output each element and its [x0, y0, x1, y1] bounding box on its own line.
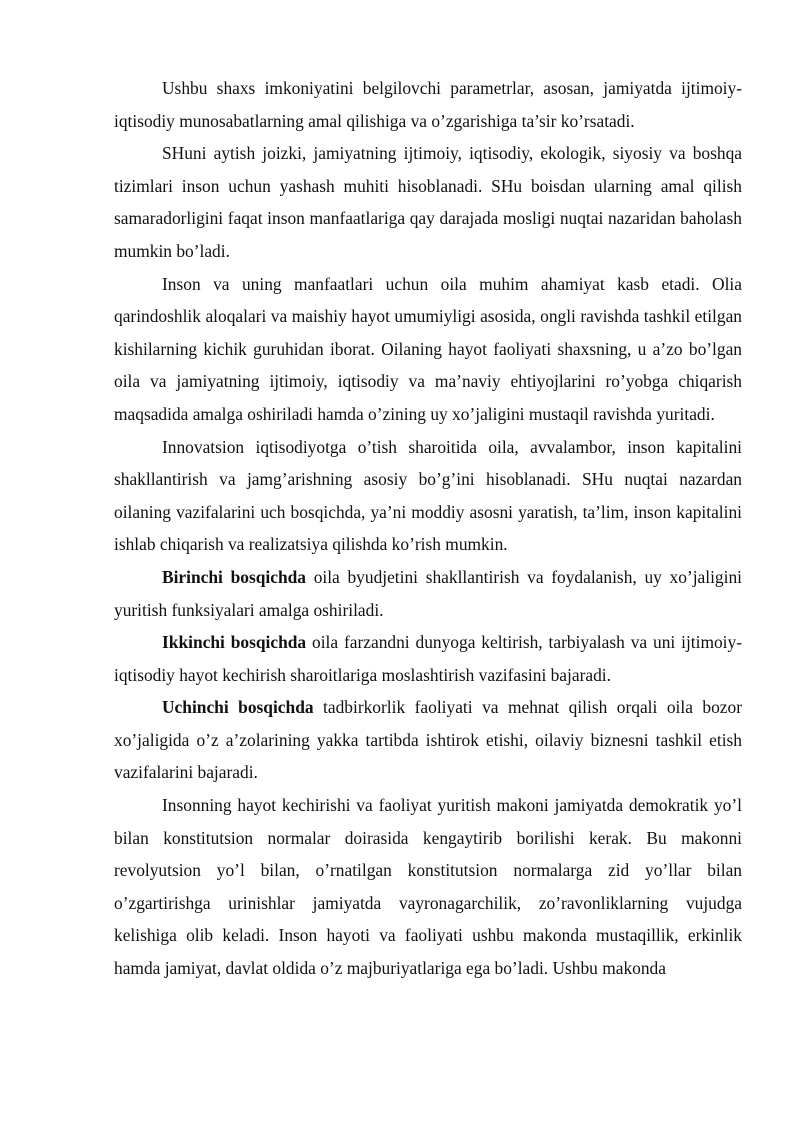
paragraph — [114, 268, 742, 431]
paragraph-lead-bold: Uchinchi bosqichda — [162, 697, 314, 718]
paragraph-text: tadbirkorlik faoliyati va mehnat qilish orqali oila bozor xo’jaligida o’z a’zolarining yakka tartibda ishtirok etishi, oilaviy biznesni tashkil etish vazifalarini bajaradi. — [114, 697, 742, 783]
paragraph-text: oila byudjetini shakllantirish va foydalanish, uy xo’jaligini yuritish funksiyalari amalga oshiriladi. — [114, 566, 742, 620]
paragraph — [114, 431, 742, 561]
paragraph-text: Insonning hayot kechirishi va faoliyat yuritish makoni jamiyatda demokratik yo’l bilan konstitutsion normalar doirasida kengaytirib borilishi kerak. Bu makonni revolyutsion yo’l bilan, o’rnatilgan konstitutsion normalarga zid yo’llar bilan o’zgartirishga urinishlar jamiyatda vayronagarchilik, zo’ravonliklarning vujudga kelishiga olib keladi. Inson hayoti va faoliyati ushbu makonda mustaqillik, erkinlik hamda jamiyat, davlat oldida o’z majburiyatlariga ega bo’ladi. Ushbu makonda — [114, 795, 742, 979]
paragraph — [114, 626, 742, 691]
paragraph-lead-bold: Birinchi bosqichda — [162, 566, 306, 587]
paragraph-text: Ushbu shaxs imkoniyatini belgilovchi parametrlar, asosan, jamiyatda ijtimoiy- iqtisodiy munosabatlarning amal qilishiga va o’zgarishiga ta’sir ko’rsatadi. — [114, 78, 742, 131]
paragraph — [114, 691, 742, 789]
paragraph-text: oila farzandni dunyoga keltirish, tarbiyalash va uni ijtimoiy-iqtisodiy hayot kechirish sharoitlariga moslashtirish vazifasini bajaradi. — [114, 632, 742, 685]
paragraph — [114, 137, 742, 267]
paragraph — [114, 561, 742, 626]
paragraph — [114, 789, 742, 985]
paragraph-text: Inson va uning manfaatlari uchun oila muhim ahamiyat kasb etadi. Olia qarindoshlik aloqalari va maishiy hayot umumiyligi asosida, ongli ravishda tashkil etilgan kishilarning kichik guruhidan iborat. Oilaning hayot faoliyati shaxsning, u a’zo bo’lgan oila va jamiyatning ijtimoiy, iqtisodiy va ma’naviy ehtiyojlarini ro’yobga chiqarish maqsadida amalga oshiriladi hamda o’zining uy xo’jaligini mustaqil ravishda yuritadi. — [114, 273, 742, 424]
paragraph — [114, 72, 742, 137]
document-page — [114, 72, 742, 985]
paragraph-text: SHuni aytish joizki, jamiyatning ijtimoiy, iqtisodiy, ekologik, siyosiy va boshqa tizimlari inson uchun yashash muhiti hisoblanadi. SHu boisdan ularning amal qilish samaradorligini faqat inson manfaatlariga qay darajada mosligi nuqtai nazaridan baholash mumkin bo’ladi. — [114, 143, 742, 261]
paragraph-lead-bold: Ikkinchi bosqichda — [162, 632, 307, 653]
paragraph-text: Innovatsion iqtisodiyotga o’tish sharoitida oila, avvalambor, inson kapitalini shakllantirish va jamg’arishning asosiy bo’g’ini hisoblanadi. SHu nuqtai nazardan oilaning vazifalarini uch bosqichda, ya’ni moddiy asosni yaratish, ta’lim, inson kapitalini ishlab chiqarish va realizatsiya qilishda ko’rish mumkin. — [114, 436, 742, 555]
